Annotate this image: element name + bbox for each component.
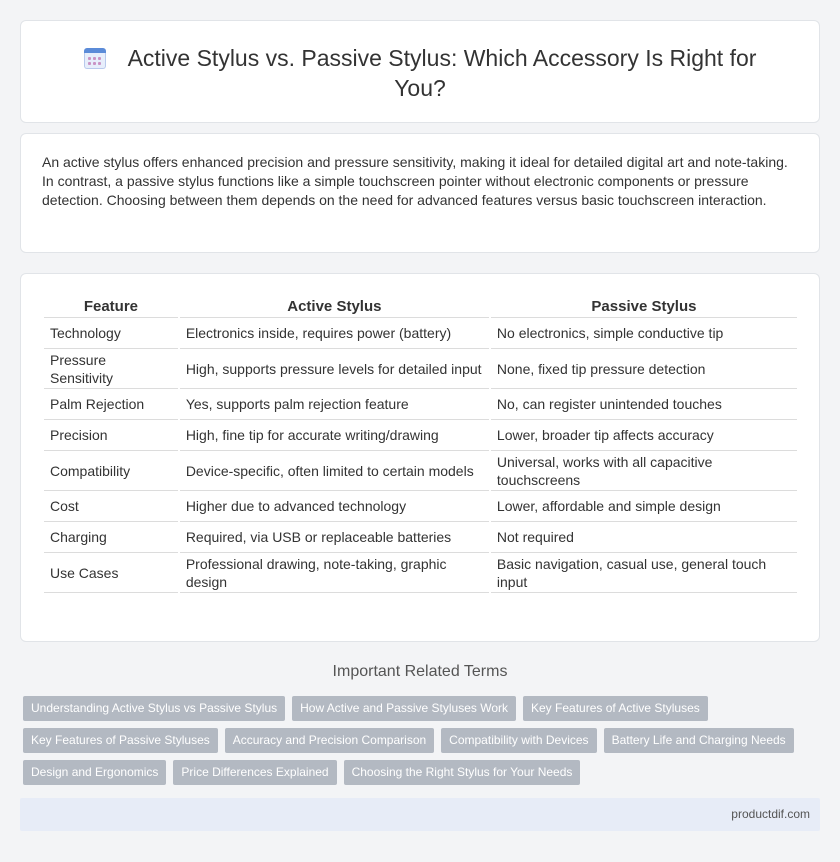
related-term-tag[interactable]: How Active and Passive Styluses Work: [292, 696, 516, 721]
table-row: [44, 420, 797, 451]
passive-cell: Universal, works with all capacitive touchscreens: [491, 451, 797, 491]
table-row: [44, 451, 797, 491]
passive-cell: Lower, broader tip affects accuracy: [491, 420, 797, 451]
related-term-tag[interactable]: Accuracy and Precision Comparison: [225, 728, 434, 753]
active-cell: High, supports pressure levels for detailed input: [180, 349, 489, 389]
related-term-tag[interactable]: Key Features of Active Styluses: [523, 696, 708, 721]
tag-row: [23, 696, 813, 721]
header-passive-stylus: Passive Stylus: [491, 296, 797, 318]
related-term-tag[interactable]: Understanding Active Stylus vs Passive Stylus: [23, 696, 285, 721]
header-card: [20, 20, 820, 123]
feature-cell: Use Cases: [44, 553, 178, 593]
active-cell: Device-specific, often limited to certain models: [180, 451, 489, 491]
related-terms-title: Important Related Terms: [332, 663, 508, 680]
active-cell: Yes, supports palm rejection feature: [180, 389, 489, 420]
passive-cell: Lower, affordable and simple design: [491, 491, 797, 522]
title-row: [21, 43, 819, 103]
intro-paragraph: An active stylus offers enhanced precision and pressure sensitivity, making it ideal for detailed digital art and note-taking. In contrast, a passive stylus functions like a simple touchscreen pointer without electronic components or pressure detection. Choosing between them depends on the need for advanced features versus basic touchscreen interaction.: [42, 154, 788, 208]
feature-cell: Palm Rejection: [44, 389, 178, 420]
related-term-tag[interactable]: Key Features of Passive Styluses: [23, 728, 218, 753]
feature-cell: Cost: [44, 491, 178, 522]
related-terms-list: [23, 696, 813, 792]
passive-cell: Basic navigation, casual use, general touch input: [491, 553, 797, 593]
table-row: [44, 318, 797, 349]
passive-cell: None, fixed tip pressure detection: [491, 349, 797, 389]
feature-cell: Precision: [44, 420, 178, 451]
calendar-icon: [84, 47, 106, 69]
table-row: [44, 491, 797, 522]
tag-row: [23, 760, 813, 785]
table-row: [44, 522, 797, 553]
header-feature: Feature: [44, 296, 178, 318]
comparison-table: [42, 296, 799, 593]
table-header-row: [44, 296, 797, 318]
page-title: [61, 43, 779, 103]
active-cell: Electronics inside, requires power (battery): [180, 318, 489, 349]
passive-cell: No electronics, simple conductive tip: [491, 318, 797, 349]
active-cell: Professional drawing, note-taking, graphic design: [180, 553, 489, 593]
footer-bar: [20, 798, 820, 831]
active-cell: Required, via USB or replaceable batteries: [180, 522, 489, 553]
feature-cell: Compatibility: [44, 451, 178, 491]
feature-cell: Charging: [44, 522, 178, 553]
related-term-tag[interactable]: Choosing the Right Stylus for Your Needs: [344, 760, 581, 785]
comparison-card: [20, 273, 820, 642]
intro-card: [20, 133, 820, 253]
feature-cell: Pressure Sensitivity: [44, 349, 178, 389]
table-row: [44, 349, 797, 389]
related-term-tag[interactable]: Price Differences Explained: [173, 760, 336, 785]
table-row: [44, 389, 797, 420]
active-cell: Higher due to advanced technology: [180, 491, 489, 522]
header-active-stylus: Active Stylus: [180, 296, 489, 318]
feature-cell: Technology: [44, 318, 178, 349]
related-term-tag[interactable]: Compatibility with Devices: [441, 728, 596, 753]
tag-row: [23, 728, 813, 753]
passive-cell: Not required: [491, 522, 797, 553]
table-row: [44, 553, 797, 593]
related-term-tag[interactable]: Design and Ergonomics: [23, 760, 166, 785]
page-title-text: Active Stylus vs. Passive Stylus: Which Accessory Is Right for You?: [127, 45, 757, 101]
footer-site-link[interactable]: productdif.com: [731, 807, 810, 821]
passive-cell: No, can register unintended touches: [491, 389, 797, 420]
active-cell: High, fine tip for accurate writing/drawing: [180, 420, 489, 451]
related-term-tag[interactable]: Battery Life and Charging Needs: [604, 728, 794, 753]
